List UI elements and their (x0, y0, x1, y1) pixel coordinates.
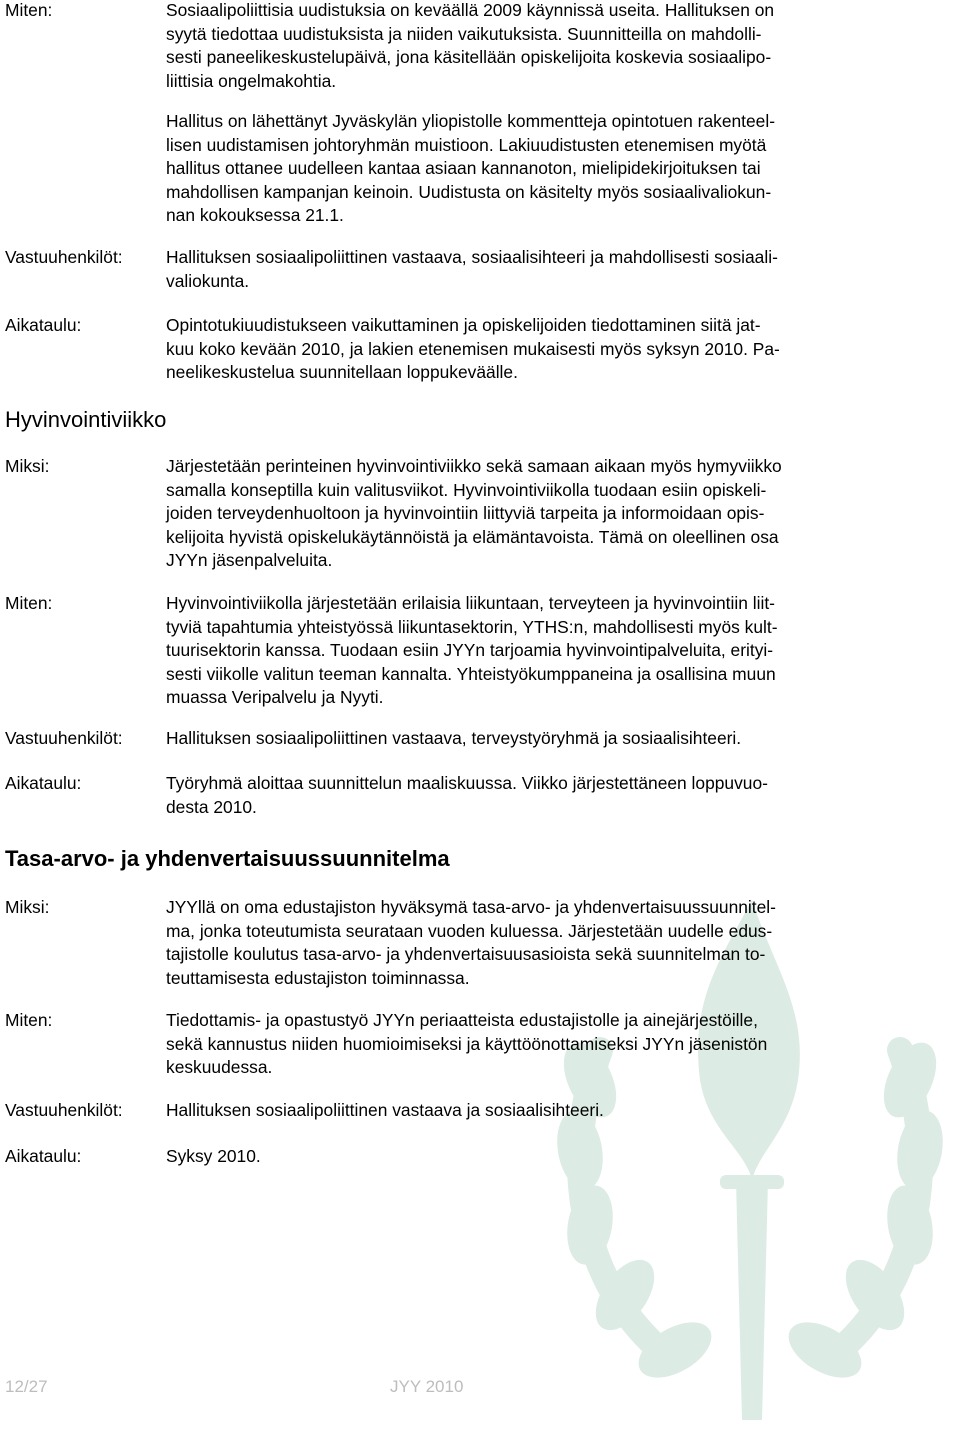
text-line: Hallituksen sosiaalipoliittinen vastaava, sosiaalisihteeri ja mahdollisesti sosiaali- (166, 247, 778, 267)
text-line: Hallituksen sosiaalipoliittinen vastaava ja sosiaalisihteeri. (166, 1100, 604, 1120)
hyv-miksi-text (166, 455, 862, 573)
ta-miksi-label: Miksi: (5, 897, 50, 917)
ta-aikataulu-label: Aikataulu: (5, 1146, 82, 1166)
text-line: Hyvinvointiviikolla järjestetään erilaisia liikuntaan, terveyteen ja hyvinvointiin liit- (166, 593, 775, 613)
text-line: liittisia ongelmakohtia. (166, 70, 337, 91)
text-line: teuttamisesta edustajiston toiminnassa. (166, 967, 470, 988)
text-line: Syksy 2010. (166, 1146, 261, 1166)
text-line: tyviä tapahtumia yhteistyössä liikuntasektorin, YTHS:n, mahdollisesti myös kult- (166, 616, 778, 637)
hyv-vastuu-label: Vastuuhenkilöt: (5, 728, 123, 748)
footer-page-number: 12/27 (5, 1377, 48, 1396)
top-aikataulu-text (166, 314, 862, 385)
top-miten-text (166, 0, 862, 93)
text-line: Hallituksen sosiaalipoliittinen vastaava, terveystyöryhmä ja sosiaalisihteeri. (166, 728, 742, 748)
text-line: Sosiaalipoliittisia uudistuksia on keväällä 2009 käynnissä useita. Hallituksen on (166, 0, 775, 20)
text-line: samalla konseptilla kuin valitusviikot. Hyvinvointiviikolla tuodaan esiin opiskeli- (166, 479, 767, 500)
text-line: ma, jonka toteutumista seurataan vuoden kuluessa. Järjestetään uudelle edus- (166, 920, 773, 941)
text-line: desta 2010. (166, 796, 257, 817)
text-line: muassa Veripalvelu ja Nyyti. (166, 687, 384, 707)
text-line: mahdollisen kampanjan keinoin. Uudistusta on käsitelty myös sosiaalivaliokun- (166, 181, 772, 202)
hyv-miksi-label: Miksi: (5, 456, 50, 476)
ta-vastuu-label: Vastuuhenkilöt: (5, 1100, 123, 1120)
ta-miten-text (166, 1009, 862, 1080)
text-line: sekä kannustus niiden huomioimiseksi ja käyttöönottamiseksi JYYn jäsenistön (166, 1033, 768, 1054)
text-line: Järjestetään perinteinen hyvinvointiviikko sekä samaan aikaan myös hymyviikko (166, 456, 782, 476)
text-line: JYYn jäsenpalveluita. (166, 550, 333, 570)
top-miten-text-2 (166, 110, 862, 228)
hyv-miten-label: Miten: (5, 593, 53, 613)
text-line: Hallitus on lähettänyt Jyväskylän yliopistolle kommentteja opintotuen rakenteel- (166, 111, 775, 131)
text-line: valiokunta. (166, 270, 250, 291)
tasa-arvo-heading: Tasa-arvo- ja yhdenvertaisuussuunnitelma (5, 846, 450, 871)
hyv-aikataulu-label: Aikataulu: (5, 773, 82, 793)
footer-publication: JYY 2010 (390, 1377, 464, 1396)
text-line: Opintotukiuudistukseen vaikuttaminen ja opiskelijoiden tiedottaminen siitä jat- (166, 315, 761, 335)
top-vastuu-label: Vastuuhenkilöt: (5, 247, 123, 267)
ta-miten-label: Miten: (5, 1010, 53, 1030)
text-line: kuu koko kevään 2010, ja lakien etenemisen mukaisesti myös syksyn 2010. Pa- (166, 338, 780, 359)
text-line: Työryhmä aloittaa suunnittelun maaliskuussa. Viikko järjestettäneen loppuvuo- (166, 773, 768, 793)
text-line: sesti viikolle valitun teeman kannalta. Yhteistyökumppaneina ja osallisina muun (166, 663, 776, 684)
top-aikataulu-label: Aikataulu: (5, 315, 82, 335)
ta-vastuu-text (166, 1099, 862, 1123)
top-vastuu-text (166, 246, 862, 293)
text-line: JYYllä on oma edustajiston hyväksymä tasa-arvo- ja yhdenvertaisuussuunnitel- (166, 897, 776, 917)
ta-miksi-text (166, 896, 862, 990)
hyvinvointiviikko-heading: Hyvinvointiviikko (5, 407, 167, 432)
text-line: hallitus ottanee uudelleen kantaa asiaan kannanoton, mielipidekirjoituksen tai (166, 158, 761, 178)
text-line: tuurisektorin kanssa. Tuodaan esiin JYYn tarjoamia hyvinvointipalveluita, erityi- (166, 640, 774, 660)
top-miten-label: Miten: (5, 0, 53, 20)
text-line: kelijoita hyvistä opiskelukäytännöistä ja elämäntavoista. Tämä on oleellinen osa (166, 526, 779, 547)
hyv-miten-text (166, 592, 862, 710)
ta-aikataulu-text (166, 1145, 862, 1169)
text-line: sesti paneelikeskustelupäivä, jona käsitellään opiskelijoita koskevia sosiaalipo- (166, 47, 772, 67)
text-line: syytä tiedottaa uudistuksista ja niiden vaikutuksista. Suunnitteilla on mahdolli- (166, 23, 762, 44)
hyv-vastuu-text (166, 727, 862, 751)
hyv-aikataulu-text (166, 772, 862, 819)
text-line: tajistolle koulutus tasa-arvo- ja yhdenvertaisuusasioista sekä suunnitelman to- (166, 944, 766, 964)
text-line: neelikeskustelua suunnitellaan loppukeväälle. (166, 362, 518, 382)
text-line: keskuudessa. (166, 1057, 273, 1077)
text-line: nan kokouksessa 21.1. (166, 205, 344, 225)
text-line: lisen uudistamisen johtoryhmän muistioon. Lakiuudistusten etenemisen myötä (166, 134, 767, 155)
text-line: Tiedottamis- ja opastustyö JYYn periaatteista edustajistolle ja ainejärjestöille, (166, 1010, 758, 1030)
text-line: joiden terveydenhuoltoon ja hyvinvointiin liittyviä tarpeita ja informoidaan opis- (166, 503, 765, 523)
